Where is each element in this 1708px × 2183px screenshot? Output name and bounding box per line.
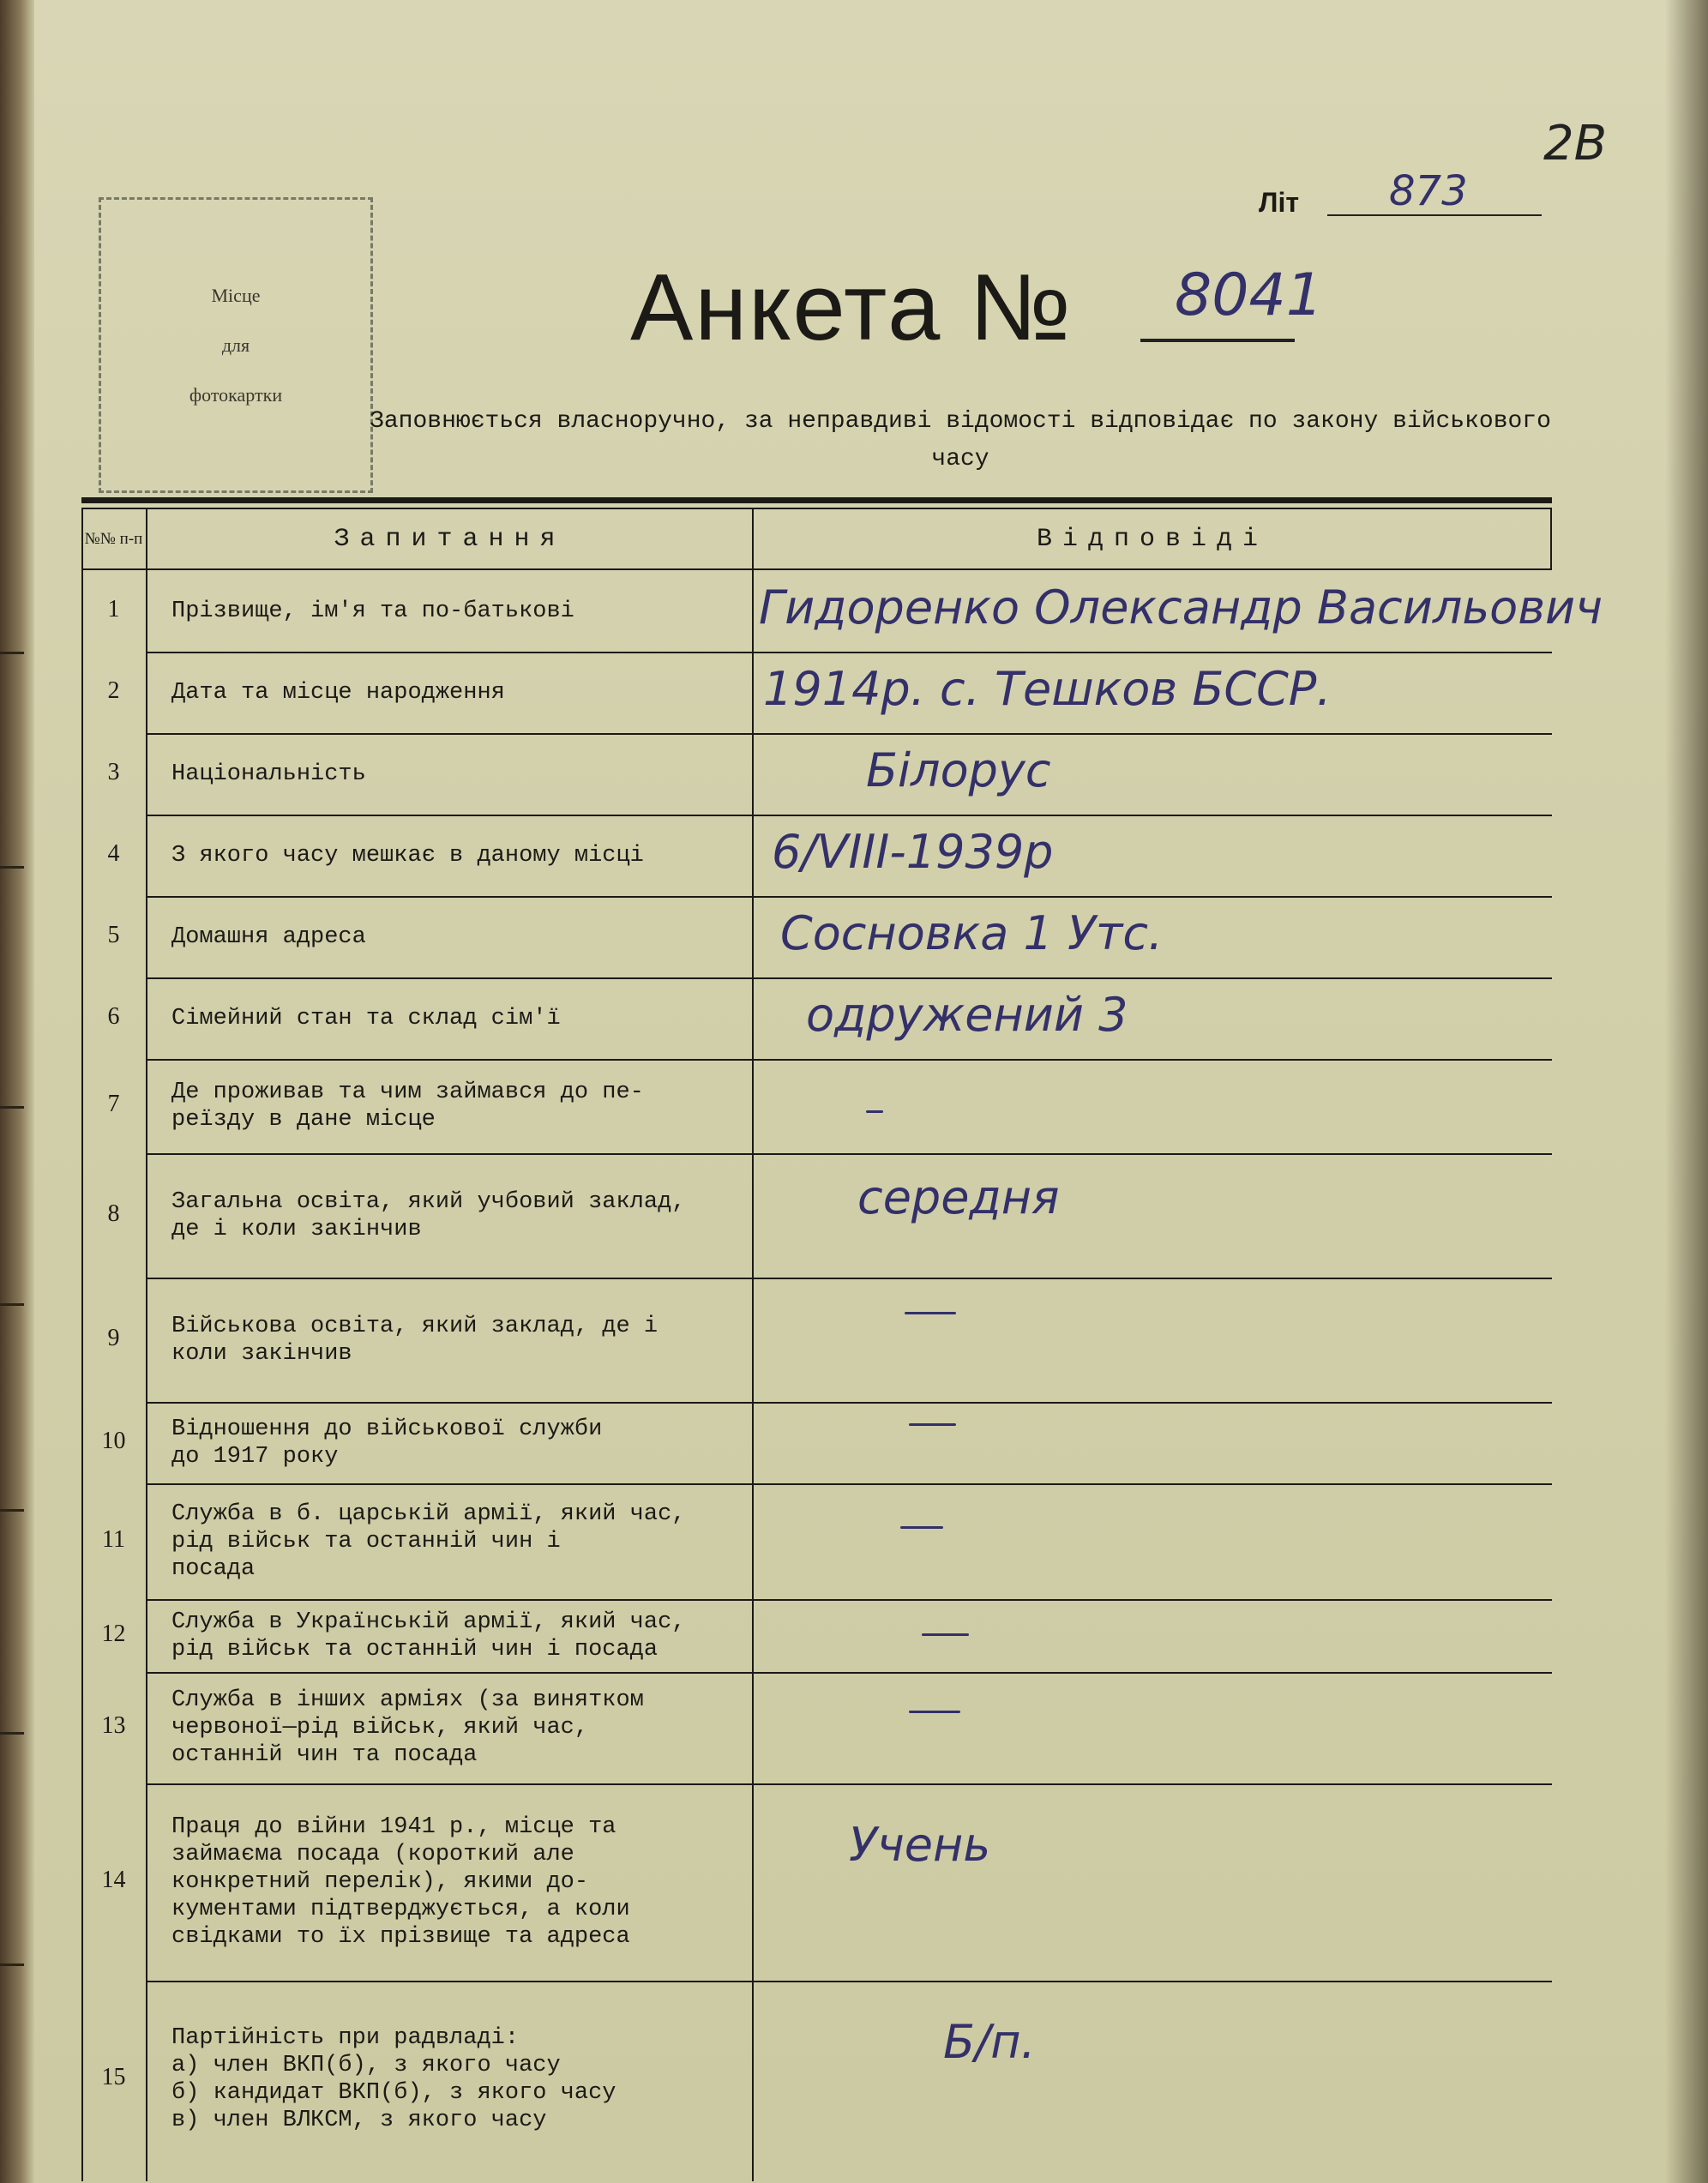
row-number: 6 [107, 1002, 120, 1030]
margin-mark [0, 652, 24, 654]
row-rule [146, 1278, 1552, 1279]
row-answer: Білорус [866, 743, 1051, 797]
table-col-divider [146, 509, 147, 2181]
row-answer-dash [866, 1110, 883, 1113]
photo-placeholder [99, 197, 373, 493]
row-number: 9 [107, 1324, 120, 1351]
row-rule [146, 977, 1552, 979]
header-answer: Відповіді [1036, 525, 1269, 554]
row-number: 10 [101, 1427, 126, 1454]
corner-mark: 2В [1543, 116, 1608, 171]
row-answer: одружений 3 [806, 988, 1128, 1042]
margin-mark [0, 1509, 24, 1512]
photo-label-line3: фотокартки [189, 383, 283, 406]
row-rule [146, 1402, 1552, 1404]
margin-mark [0, 1732, 24, 1735]
row-question: Служба в б. царській армії, який час, рід військ та останній чин і посада [171, 1500, 686, 1582]
form-number: 8041 [1175, 262, 1324, 329]
row-question: Служба в інших арміях (за винятком червоної—рід військ, який час, останній чин та посада [171, 1687, 644, 1768]
row-rule [146, 1483, 1552, 1485]
row-answer: 1914р. с. Тешков БССР. [763, 662, 1332, 716]
row-question: Сімейний стан та склад сім'ї [171, 1005, 561, 1031]
row-answer: Сосновка 1 Утс. [780, 906, 1164, 960]
row-number: 7 [107, 1091, 120, 1117]
photo-label-line1: Місце [211, 284, 261, 306]
photo-label-line2: для [221, 334, 250, 356]
row-answer: 6/VIII-1939р [772, 825, 1054, 879]
row-rule [146, 1672, 1552, 1674]
title-number-underline [1140, 339, 1295, 342]
row-question: Загальна освіта, який учбовий заклад, де і коли закінчив [171, 1188, 686, 1242]
row-question: Де проживав та чим займався до пе- реїзду в дане місце [171, 1079, 644, 1133]
row-number: 4 [107, 839, 120, 867]
form-subtitle: Заповнюється власноручно, за неправдиві відомості відповідає по закону військового часу [370, 408, 1551, 472]
row-number: 3 [107, 758, 120, 785]
row-question: Праця до війни 1941 р., місце та займаєма посада (короткий але конкретний перелік), якими до- кументами підтверджується, а коли свідками то їх прізвище та адреса [171, 1814, 630, 1950]
row-rule [146, 1059, 1552, 1061]
row-answer-dash [909, 1423, 956, 1426]
row-answer-dash [909, 1711, 960, 1713]
margin-mark [0, 1106, 24, 1109]
row-question: Військова освіта, який заклад, де і коли закінчив [171, 1313, 659, 1367]
row-question: Служба в Українській армії, який час, рід військ та останній чин і посада [171, 1609, 686, 1663]
row-rule [146, 652, 1552, 653]
margin-mark [0, 866, 24, 869]
row-number: 14 [101, 1867, 126, 1893]
row-number: 11 [102, 1525, 125, 1553]
row-question: З якого часу мешкає в даному місці [171, 842, 644, 869]
row-rule [146, 815, 1552, 816]
row-answer-dash [900, 1526, 943, 1529]
lit-value: 873 [1389, 167, 1468, 215]
row-answer-dash [905, 1312, 956, 1314]
row-rule [146, 1153, 1552, 1155]
row-answer: Б/п. [943, 2015, 1036, 2069]
form-title: Анкета № [630, 255, 1073, 360]
row-rule [146, 1981, 1552, 1982]
row-rule [146, 733, 1552, 735]
row-number: 2 [107, 677, 120, 704]
row-rule [146, 1783, 1552, 1785]
row-question: Відношення до військової служби до 1917 року [171, 1416, 603, 1470]
row-number: 15 [101, 2064, 126, 2090]
row-answer: середня [857, 1170, 1060, 1224]
header-bottom-rule [81, 568, 1552, 570]
row-question: Домашня адреса [171, 923, 366, 950]
row-question: Партійність при радвладі: а) член ВКП(б), з якого часу б) кандидат ВКП(б), з якого часу в) член ВЛКСМ, з якого часу [171, 2025, 616, 2133]
lit-label: Літ [1259, 187, 1300, 218]
row-number: 1 [107, 595, 120, 622]
margin-mark [0, 1303, 24, 1306]
row-number: 8 [107, 1200, 120, 1227]
margin-mark [0, 1963, 24, 1966]
row-question: Прізвище, ім'я та по-батькові [171, 598, 574, 624]
row-number: 13 [101, 1712, 126, 1739]
row-answer: Учень [849, 1818, 991, 1872]
row-answer-dash [922, 1633, 969, 1636]
row-answer: Гидоренко Олександр Васильович [759, 580, 1603, 634]
row-number: 12 [101, 1620, 126, 1647]
row-question: Дата та місце народження [171, 679, 505, 706]
row-rule [146, 1599, 1552, 1601]
header-number: №№ п-п [84, 530, 143, 548]
row-number: 5 [107, 921, 120, 948]
top-thick-rule [81, 497, 1552, 503]
header-question: Запитання [334, 525, 566, 554]
row-rule [146, 896, 1552, 898]
row-question: Національність [171, 761, 366, 787]
